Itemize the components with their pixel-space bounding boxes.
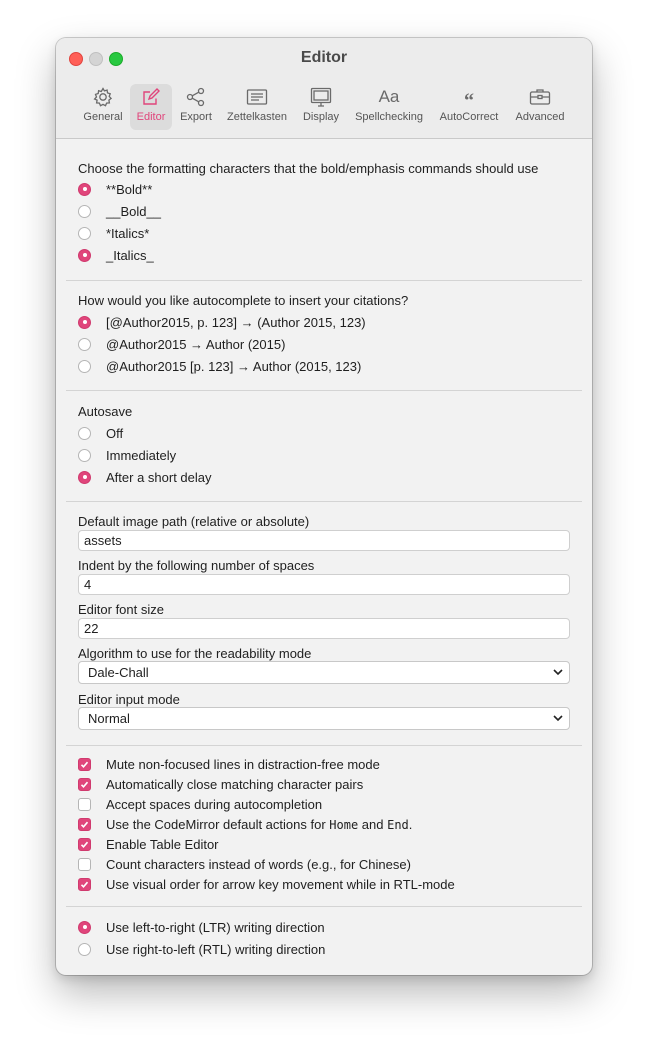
checkbox-label: Count characters instead of words (e.g., for Chinese): [106, 856, 411, 872]
checkbox[interactable]: [78, 858, 91, 871]
edit-icon: [140, 84, 162, 110]
font-size-input[interactable]: 22: [78, 618, 570, 639]
radio-direction-ltr[interactable]: [78, 918, 325, 936]
divider: [66, 390, 582, 391]
radio-button[interactable]: [78, 943, 91, 956]
key-home: Home: [329, 817, 359, 832]
tab-label: Display: [302, 111, 340, 123]
radio-button[interactable]: [78, 183, 91, 196]
gear-icon: [92, 84, 114, 110]
radio-label: *Italics*: [106, 225, 150, 241]
radio-button[interactable]: [78, 921, 91, 934]
checkmark-icon: [80, 760, 89, 769]
text-aa-icon: Aa: [378, 87, 400, 106]
radio-label: _Italics_: [106, 247, 154, 263]
font-size-label: Editor font size: [78, 602, 164, 617]
label-text: Use the CodeMirror default actions for: [106, 816, 330, 832]
label-text: and: [358, 816, 388, 832]
radio-label: Immediately: [106, 447, 177, 463]
checkbox-visual-order[interactable]: [78, 875, 455, 893]
radio-button[interactable]: [78, 338, 91, 351]
checkbox-mute-lines[interactable]: [78, 755, 380, 773]
radio-label: Use left-to-right (LTR) writing direction: [106, 919, 325, 935]
radio-button[interactable]: [78, 205, 91, 218]
radio-button[interactable]: [78, 249, 91, 262]
readability-label: Algorithm to use for the readability mode: [78, 646, 312, 661]
citations-title: How would you like autocomplete to insert your citations?: [78, 293, 409, 308]
divider: [66, 906, 582, 907]
radio-autosave-immediately[interactable]: [78, 446, 177, 464]
checkbox[interactable]: [78, 838, 91, 851]
checkbox[interactable]: [78, 798, 91, 811]
checkmark-icon: [80, 780, 89, 789]
checkbox-accept-spaces[interactable]: [78, 795, 323, 813]
checkbox[interactable]: [78, 758, 91, 771]
checkbox[interactable]: [78, 818, 91, 831]
radio-citation-style-2[interactable]: [78, 335, 286, 353]
tab-display[interactable]: [298, 84, 344, 130]
checkbox-label: Automatically close matching character pairs: [106, 776, 364, 792]
checkbox-label: Enable Table Editor: [106, 836, 219, 852]
checkbox[interactable]: [78, 778, 91, 791]
radio-label: Off: [106, 425, 124, 441]
tab-label: General: [83, 111, 123, 123]
checkbox-label: Use visual order for arrow key movement while in RTL-mode: [106, 876, 455, 892]
radio-direction-rtl[interactable]: [78, 940, 326, 958]
radio-autosave-off[interactable]: [78, 424, 124, 442]
monitor-icon: [309, 84, 333, 110]
tab-label: Export: [180, 111, 212, 123]
checkbox-label: Mute non-focused lines in distraction-free mode: [106, 756, 380, 772]
input-mode-label: Editor input mode: [78, 692, 180, 707]
toolbox-icon: [528, 84, 552, 110]
checkbox-table-editor[interactable]: [78, 835, 219, 853]
checkbox[interactable]: [78, 878, 91, 891]
radio-citation-style-3[interactable]: [78, 357, 362, 375]
document-icon: [245, 84, 269, 110]
tab-spellchecking[interactable]: [350, 84, 428, 130]
radio-button[interactable]: [78, 316, 91, 329]
select-value: Dale-Chall: [88, 665, 149, 680]
checkmark-icon: [80, 820, 89, 829]
divider: [66, 745, 582, 746]
tab-label: Zettelkasten: [227, 111, 287, 123]
radio-bold-underscore[interactable]: [78, 202, 161, 220]
radio-label: @Author2015 → Author (2015): [106, 336, 286, 352]
preferences-window: [56, 38, 592, 975]
tab-editor[interactable]: [130, 84, 172, 130]
select-value: Normal: [88, 711, 130, 726]
tab-label: Advanced: [515, 111, 565, 123]
chevron-down-icon: [553, 714, 563, 722]
tab-autocorrect[interactable]: [434, 84, 504, 130]
radio-autosave-delay[interactable]: [78, 468, 212, 486]
formatting-title: Choose the formatting characters that the bold/emphasis commands should use: [78, 161, 539, 176]
radio-button[interactable]: [78, 360, 91, 373]
tab-general[interactable]: [80, 84, 126, 130]
share-icon: [185, 84, 207, 110]
image-path-label: Default image path (relative or absolute): [78, 514, 310, 529]
radio-italics-asterisk[interactable]: [78, 224, 150, 242]
title-bar: [56, 38, 592, 139]
checkbox-close-pairs[interactable]: [78, 775, 364, 793]
radio-label: Use right-to-left (RTL) writing direction: [106, 941, 326, 957]
indent-input[interactable]: 4: [78, 574, 570, 595]
chevron-down-icon: [553, 668, 563, 676]
label-text: .: [408, 816, 413, 832]
checkbox-codemirror-actions[interactable]: [78, 815, 413, 833]
quote-icon: “: [464, 90, 474, 112]
tab-zettelkasten[interactable]: [222, 84, 292, 130]
window-title: Editor: [300, 49, 348, 66]
checkmark-icon: [80, 880, 89, 889]
tab-export[interactable]: [176, 84, 216, 130]
divider: [66, 501, 582, 502]
checkbox-label: Accept spaces during autocompletion: [106, 796, 323, 812]
checkmark-icon: [80, 840, 89, 849]
input-mode-select[interactable]: [78, 707, 570, 730]
radio-label: [@Author2015, p. 123] → (Author 2015, 123): [106, 314, 366, 330]
tab-label: Spellchecking: [355, 111, 423, 123]
radio-button[interactable]: [78, 427, 91, 440]
divider: [66, 280, 582, 281]
checkbox-label: [106, 817, 412, 832]
radio-label: @Author2015 [p. 123] → Author (2015, 123): [106, 358, 362, 374]
key-end: End: [387, 817, 409, 832]
radio-label: After a short delay: [106, 469, 212, 485]
autosave-title: Autosave: [78, 404, 133, 419]
radio-label: **Bold**: [106, 181, 153, 197]
readability-select[interactable]: [78, 661, 570, 684]
radio-citation-style-1[interactable]: [78, 313, 366, 331]
radio-label: __Bold__: [106, 203, 161, 219]
radio-button[interactable]: [78, 471, 91, 484]
tab-label: Editor: [136, 111, 166, 123]
radio-button[interactable]: [78, 449, 91, 462]
radio-bold-asterisk[interactable]: [78, 180, 153, 198]
radio-italics-underscore[interactable]: [78, 246, 154, 264]
tab-label: AutoCorrect: [439, 111, 499, 123]
image-path-input[interactable]: assets: [78, 530, 570, 551]
checkbox-count-characters[interactable]: [78, 855, 411, 873]
indent-label: Indent by the following number of spaces: [78, 558, 315, 573]
tab-advanced[interactable]: [510, 84, 570, 130]
radio-button[interactable]: [78, 227, 91, 240]
